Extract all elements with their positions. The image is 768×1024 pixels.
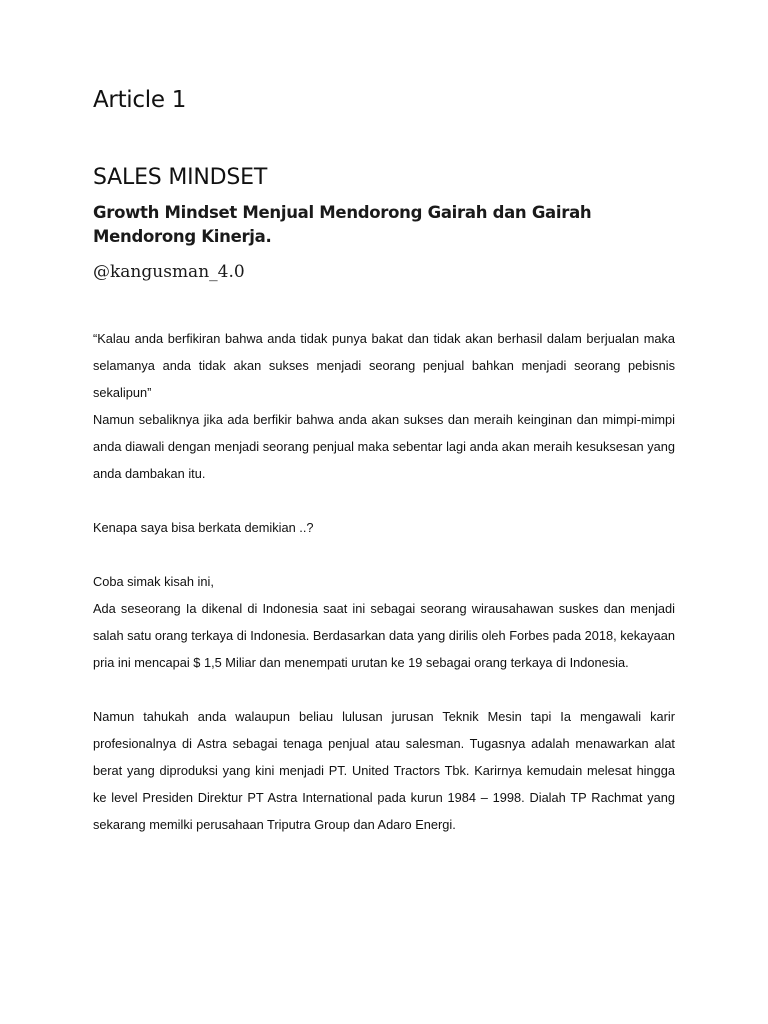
story-intro: Coba simak kisah ini, xyxy=(93,574,214,589)
spacer xyxy=(93,541,675,568)
article-label: Article 1 xyxy=(93,87,187,113)
paragraph: Namun sebaliknya jika ada berfikir bahwa anda akan sukses dan meraih keinginan dan mimpi-mimpi anda diawali dengan menjadi seorang penjual maka sebentar lagi anda akan meraih kesuksesan yang anda dambakan itu. xyxy=(93,412,675,481)
spacer xyxy=(93,487,675,514)
spacer xyxy=(93,676,675,703)
paragraph: Namun tahukah anda walaupun beliau lulusan jurusan Teknik Mesin tapi Ia mengawali karir profesionalnya di Astra sebagai tenaga penjual atau salesman. Tugasnya adalah menawarkan alat berat yang diproduksi yang kini menjadi PT. United Tractors Tbk. Karirnya kemudain melesat hingga ke level Presiden Direktur PT Astra International pada kurun 1984 – 1998. Dialah TP Rachmat yang sekarang memilki perusahaan Triputra Group dan Adaro Energi. xyxy=(93,709,675,832)
paragraph: Ada seseorang Ia dikenal di Indonesia saat ini sebagai seorang wirausahawan suskes dan menjadi salah satu orang terkaya di Indonesia. Berdasarkan data yang dirilis oleh Forbes pada 2018, kekayaan pria ini mencapai $ 1,5 Miliar dan menempati urutan ke 19 sebagai orang terkaya di Indonesia. xyxy=(93,601,675,670)
article-subtitle: Growth Mindset Menjual Mendorong Gairah dan Gairah Mendorong Kinerja. xyxy=(93,203,592,246)
article-title: SALES MINDSET xyxy=(93,165,268,190)
opening-quote: “Kalau anda berfikiran bahwa anda tidak punya bakat dan tidak akan berhasil dalam berjualan maka selamanya anda tidak akan sukses menjadi seorang penjual bahkan menjadi seorang pebisnis sekalipun” xyxy=(93,331,675,400)
author-handle: @kangusman_4.0 xyxy=(93,262,245,282)
question-line: Kenapa saya bisa berkata demikian ..? xyxy=(93,520,314,535)
article-body xyxy=(93,325,675,838)
